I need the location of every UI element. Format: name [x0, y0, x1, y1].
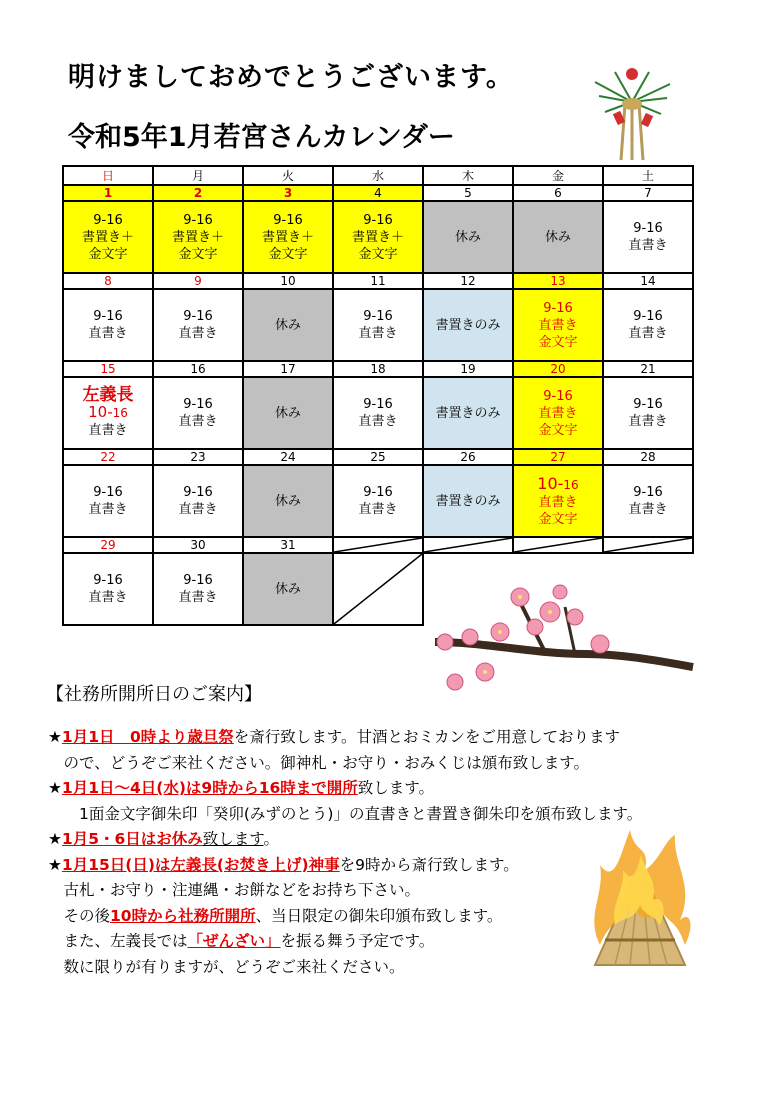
schedule-cell: 9-16 書置き＋ 金文字	[243, 201, 333, 273]
schedule-cell: 9-16 直書き	[153, 377, 243, 449]
schedule-cell: 9-16 直書き 金文字	[513, 289, 603, 361]
date-row	[63, 361, 693, 377]
greeting-heading: 明けましておめでとうございます。	[68, 62, 514, 93]
schedule-cell-closed: 休み	[513, 201, 603, 273]
schedule-cell: 9-16 書置き＋ 金文字	[333, 201, 423, 273]
notice-line: ★1月1日 0時より歳旦祭を斎行致します。甘酒とおミカンをご用意しております	[48, 728, 621, 746]
schedule-cell: 9-16 直書き	[63, 553, 153, 625]
weekday-header-row	[63, 166, 693, 185]
date-cell: 2	[153, 185, 243, 201]
schedule-cell: 9-16 直書き	[603, 377, 693, 449]
new-year-decoration-icon	[585, 62, 680, 162]
schedule-cell-written-only: 書置きのみ	[423, 465, 513, 537]
weekday-saturday: 土	[603, 166, 693, 185]
notice-line: ★1月1日～4日(水)は9時から16時まで開所致します。	[48, 779, 435, 797]
plum-blossom-icon	[425, 572, 695, 702]
schedule-cell: 9-16 直書き	[603, 289, 693, 361]
bonfire-icon	[575, 825, 705, 970]
date-cell: 15	[63, 361, 153, 377]
schedule-cell: 9-16 直書き	[153, 465, 243, 537]
date-cell: 14	[603, 273, 693, 289]
schedule-cell: 9-16 直書き	[63, 289, 153, 361]
notice-line: 1面金文字御朱印「癸卯(みずのとう)」の直書きと書置き御朱印を頒布致します。	[48, 804, 643, 823]
schedule-cell: 9-16 直書き	[333, 465, 423, 537]
weekday-friday: 金	[513, 166, 603, 185]
date-cell: 19	[423, 361, 513, 377]
schedule-cell: 9-16 直書き	[153, 553, 243, 625]
date-cell: 7	[603, 185, 693, 201]
date-cell: 18	[333, 361, 423, 377]
date-cell: 20	[513, 361, 603, 377]
date-cell: 23	[153, 449, 243, 465]
schedule-cell-written-only: 書置きのみ	[423, 377, 513, 449]
date-cell: 12	[423, 273, 513, 289]
schedule-cell: 9-16 直書き	[603, 201, 693, 273]
date-cell: 13	[513, 273, 603, 289]
weekday-monday: 月	[153, 166, 243, 185]
date-cell: 3	[243, 185, 333, 201]
date-cell: 1	[63, 185, 153, 201]
date-cell: 22	[63, 449, 153, 465]
empty-date-cell	[423, 537, 513, 553]
calendar-table	[62, 165, 694, 626]
notice-line: 古札・お守り・注連縄・お餅などをお持ち下さい。	[48, 881, 421, 899]
date-cell: 9	[153, 273, 243, 289]
notice-line: ので、どうぞご来社ください。御神札・お守り・おみくじは頒布致します。	[48, 753, 589, 772]
date-cell: 31	[243, 537, 333, 553]
notice-line: また、左義長では「ぜんざい」を振る舞う予定です。	[48, 932, 435, 950]
schedule-row	[63, 289, 693, 361]
schedule-row	[63, 377, 693, 449]
schedule-cell: 9-16 直書き	[153, 289, 243, 361]
schedule-row	[63, 465, 693, 537]
date-cell: 6	[513, 185, 603, 201]
date-row	[63, 273, 693, 289]
notice-line: 数に限りが有りますが、どうぞご来社ください。	[48, 957, 405, 976]
schedule-cell: 9-16 書置き＋ 金文字	[63, 201, 153, 273]
empty-schedule-cell	[333, 553, 423, 625]
date-cell: 30	[153, 537, 243, 553]
date-cell: 25	[333, 449, 423, 465]
schedule-cell-closed: 休み	[423, 201, 513, 273]
schedule-cell: 10-16 直書き 金文字	[513, 465, 603, 537]
schedule-cell: 9-16 書置き＋ 金文字	[153, 201, 243, 273]
schedule-cell-closed: 休み	[243, 465, 333, 537]
date-cell: 10	[243, 273, 333, 289]
date-cell: 16	[153, 361, 243, 377]
notice-heading: 【社務所開所日のご案内】	[46, 684, 262, 705]
notice-line: その後10時から社務所開所、当日限定の御朱印頒布致します。	[48, 906, 503, 925]
schedule-cell-written-only: 書置きのみ	[423, 289, 513, 361]
date-cell: 8	[63, 273, 153, 289]
date-row	[63, 449, 693, 465]
notice-line: ★1月5・6日はお休み致します。	[48, 830, 280, 848]
empty-date-cell	[513, 537, 603, 553]
empty-date-cell	[603, 537, 693, 553]
date-cell: 28	[603, 449, 693, 465]
date-cell: 11	[333, 273, 423, 289]
date-row	[63, 185, 693, 201]
schedule-cell: 9-16 直書き	[333, 377, 423, 449]
weekday-wednesday: 水	[333, 166, 423, 185]
empty-date-cell	[333, 537, 423, 553]
schedule-cell-sagicho: 左義長 10-16 直書き	[63, 377, 153, 449]
schedule-row	[63, 201, 693, 273]
schedule-cell-closed: 休み	[243, 377, 333, 449]
schedule-cell: 9-16 直書き	[603, 465, 693, 537]
date-cell: 21	[603, 361, 693, 377]
notice-line: ★1月15日(日)は左義長(お焚き上げ)神事を9時から斎行致します。	[48, 855, 519, 874]
date-cell: 17	[243, 361, 333, 377]
schedule-cell-closed: 休み	[243, 553, 333, 625]
schedule-cell: 9-16 直書き 金文字	[513, 377, 603, 449]
calendar-title: 令和5年1月若宮さんカレンダー	[68, 122, 455, 153]
weekday-thursday: 木	[423, 166, 513, 185]
date-cell: 4	[333, 185, 423, 201]
schedule-cell-closed: 休み	[243, 289, 333, 361]
date-cell: 26	[423, 449, 513, 465]
date-row	[63, 537, 693, 553]
date-cell: 29	[63, 537, 153, 553]
date-cell: 24	[243, 449, 333, 465]
weekday-sunday: 日	[63, 166, 153, 185]
weekday-tuesday: 火	[243, 166, 333, 185]
schedule-cell: 9-16 直書き	[63, 465, 153, 537]
date-cell: 27	[513, 449, 603, 465]
schedule-cell: 9-16 直書き	[333, 289, 423, 361]
date-cell: 5	[423, 185, 513, 201]
